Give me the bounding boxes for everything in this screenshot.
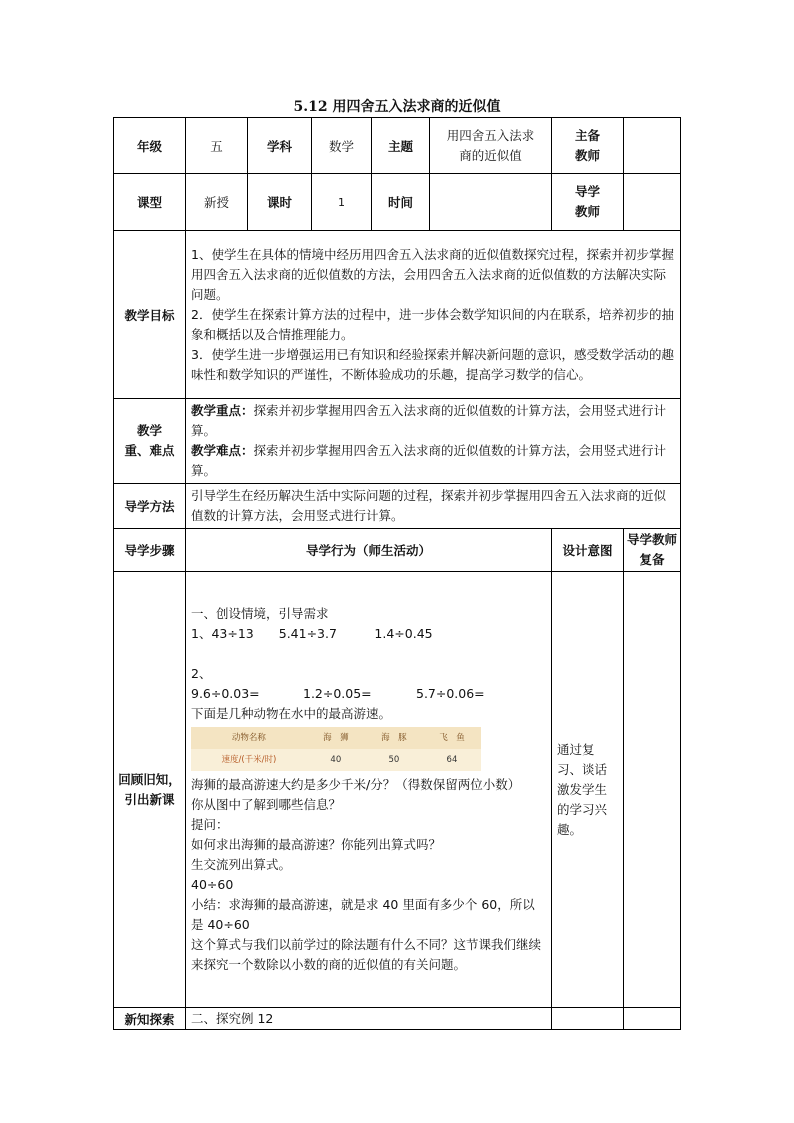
review-line-5: 下面是几种动物在水中的最高游速。	[191, 706, 392, 721]
difficult-point-label: 教学难点：	[191, 443, 254, 458]
info-row-1	[114, 118, 681, 174]
main-teacher-value	[624, 118, 681, 174]
topic-value-line1: 用四舍五入法求	[446, 127, 535, 143]
speed-value-dolphin: 50	[365, 749, 423, 771]
key-point-label: 教学重点：	[191, 403, 254, 418]
speed-value-flyingfish: 64	[423, 749, 481, 771]
method-label: 导学方法	[114, 484, 186, 529]
explore-label: 新知探索	[114, 1008, 186, 1030]
keypoints-label-line1: 教学	[136, 423, 162, 438]
method-row	[114, 484, 681, 529]
subject-value: 数学	[312, 118, 372, 174]
review-line-13: 这个算式与我们以前学过的除法题有什么不同？这节课我们继续来探究一个数除以小数的商的近似值的有关问题。	[191, 937, 542, 972]
review-label-line2: 引出新课	[124, 791, 175, 807]
time-label: 时间	[372, 174, 430, 231]
grade-value: 五	[186, 118, 248, 174]
goal-item-2: 2．使学生在探索计算方法的过程中，进一步体会数学知识间的内在联系，培养初步的抽象和概括以及合情推理能力。	[191, 306, 674, 342]
period-label: 课时	[248, 174, 312, 231]
keypoints-content	[186, 399, 681, 484]
difficult-point	[191, 441, 676, 481]
review-line-4	[191, 684, 547, 704]
header-prep	[624, 529, 681, 572]
speed-table-head	[191, 727, 481, 749]
topic-value	[430, 118, 552, 174]
type-value: 新授	[186, 174, 248, 231]
goals-content	[186, 231, 681, 399]
goals-label: 教学目标	[114, 231, 186, 399]
explore-prep	[624, 1008, 681, 1030]
division-2: 1.2÷0.05=	[303, 686, 372, 701]
explore-row	[114, 1008, 681, 1030]
review-row	[114, 572, 681, 1008]
main-teacher-label-line1: 主备	[574, 127, 600, 143]
review-line-7: 你从图中了解到哪些信息？	[191, 797, 342, 812]
keypoints-row	[114, 399, 681, 484]
header-prep-line2: 复备	[639, 552, 665, 567]
review-line-3: 2、	[191, 666, 212, 681]
goals-row	[114, 231, 681, 399]
review-design: 通过复习、谈话激发学生的学习兴趣。	[552, 572, 624, 1008]
header-steps: 导学步骤	[114, 529, 186, 572]
division-1: 9.6÷0.03=	[191, 686, 260, 701]
review-prep	[624, 572, 681, 1008]
method-text: 引导学生在经历解决生活中实际问题的过程，探索并初步掌握用四舍五入法求商的近似值数的计算方法，会用竖式进行计算。	[186, 484, 681, 529]
info-row-2	[114, 174, 681, 231]
review-line-10: 生交流列出算式。	[191, 857, 292, 872]
subject-label: 学科	[248, 118, 312, 174]
guide-teacher-value	[624, 174, 681, 231]
division-3: 5.7÷0.06=	[416, 686, 485, 701]
review-line-9: 如何求出海狮的最高游速？你能列出算式吗？	[191, 837, 442, 852]
review-label-line1: 回顾旧知，	[118, 771, 181, 787]
header-behavior: 导学行为（师生活动）	[186, 529, 552, 572]
guide-teacher-label	[552, 174, 624, 231]
difficult-point-text: 探索并初步掌握用四舍五入法求商的近似值数的计算方法，会用竖式进行计算。	[191, 443, 667, 478]
guide-teacher-label-line2: 教师	[574, 204, 600, 219]
keypoints-label-line2: 重、难点	[124, 443, 175, 458]
grade-label: 年级	[114, 118, 186, 174]
speed-head-name: 动物名称	[191, 727, 307, 749]
header-design: 设计意图	[552, 529, 624, 572]
review-content	[186, 572, 552, 1008]
time-value	[430, 174, 552, 231]
lesson-plan-table	[113, 117, 681, 1030]
speed-head-dolphin: 海 豚	[365, 727, 423, 749]
steps-header-row	[114, 529, 681, 572]
speed-head-flyingfish: 飞 鱼	[423, 727, 481, 749]
main-teacher-label	[552, 118, 624, 174]
review-line-1: 一、创设情境，引导需求	[191, 606, 329, 621]
period-value: 1	[312, 174, 372, 231]
animal-speed-table	[191, 727, 481, 771]
topic-value-line2: 商的近似值	[459, 147, 522, 163]
goal-item-1: 1、使学生在具体的情境中经历用四舍五入法求商的近似值数探究过程，探索并初步掌握用四舍五入法求商的近似值数的方法，会用四舍五入法求商的近似值数的方法解决实际问题。	[191, 246, 674, 302]
explore-text: 二、探究例 12	[186, 1008, 552, 1030]
review-label	[114, 572, 186, 1008]
speed-head-sealion: 海 狮	[307, 727, 365, 749]
keypoints-label	[114, 399, 186, 484]
document-title: 5.12 用四舍五入法求商的近似值	[293, 99, 501, 115]
speed-row-label: 速度/(千米/时)	[191, 749, 307, 771]
goal-item-3: 3．使学生进一步增强运用已有知识和经验探索并解决新问题的意识，感受数学活动的趣味性和数学知识的严谨性，不断体验成功的乐趣，提高学习数学的信心。	[191, 346, 674, 382]
review-line-2: 1、43÷13 5.41÷3.7 1.4÷0.45	[191, 626, 433, 641]
explore-design	[552, 1008, 624, 1030]
key-point-text: 探索并初步掌握用四舍五入法求商的近似值数的计算方法，会用竖式进行计算。	[191, 403, 667, 438]
key-point	[191, 401, 676, 441]
speed-table-row	[191, 749, 481, 771]
speed-value-sealion: 40	[307, 749, 365, 771]
header-prep-line1: 导学教师	[626, 532, 677, 547]
review-line-11: 40÷60	[191, 877, 234, 892]
guide-teacher-label-line1: 导学	[574, 184, 600, 199]
review-line-8: 提问：	[191, 817, 229, 832]
topic-label: 主题	[372, 118, 430, 174]
main-teacher-label-line2: 教师	[574, 147, 600, 163]
type-label: 课型	[114, 174, 186, 231]
review-line-6: 海狮的最高游速大约是多少千米/分？（得数保留两位小数）	[191, 777, 521, 792]
review-line-12: 小结：求海狮的最高游速，就是求 40 里面有多少个 60，所以是 40÷60	[191, 897, 535, 932]
